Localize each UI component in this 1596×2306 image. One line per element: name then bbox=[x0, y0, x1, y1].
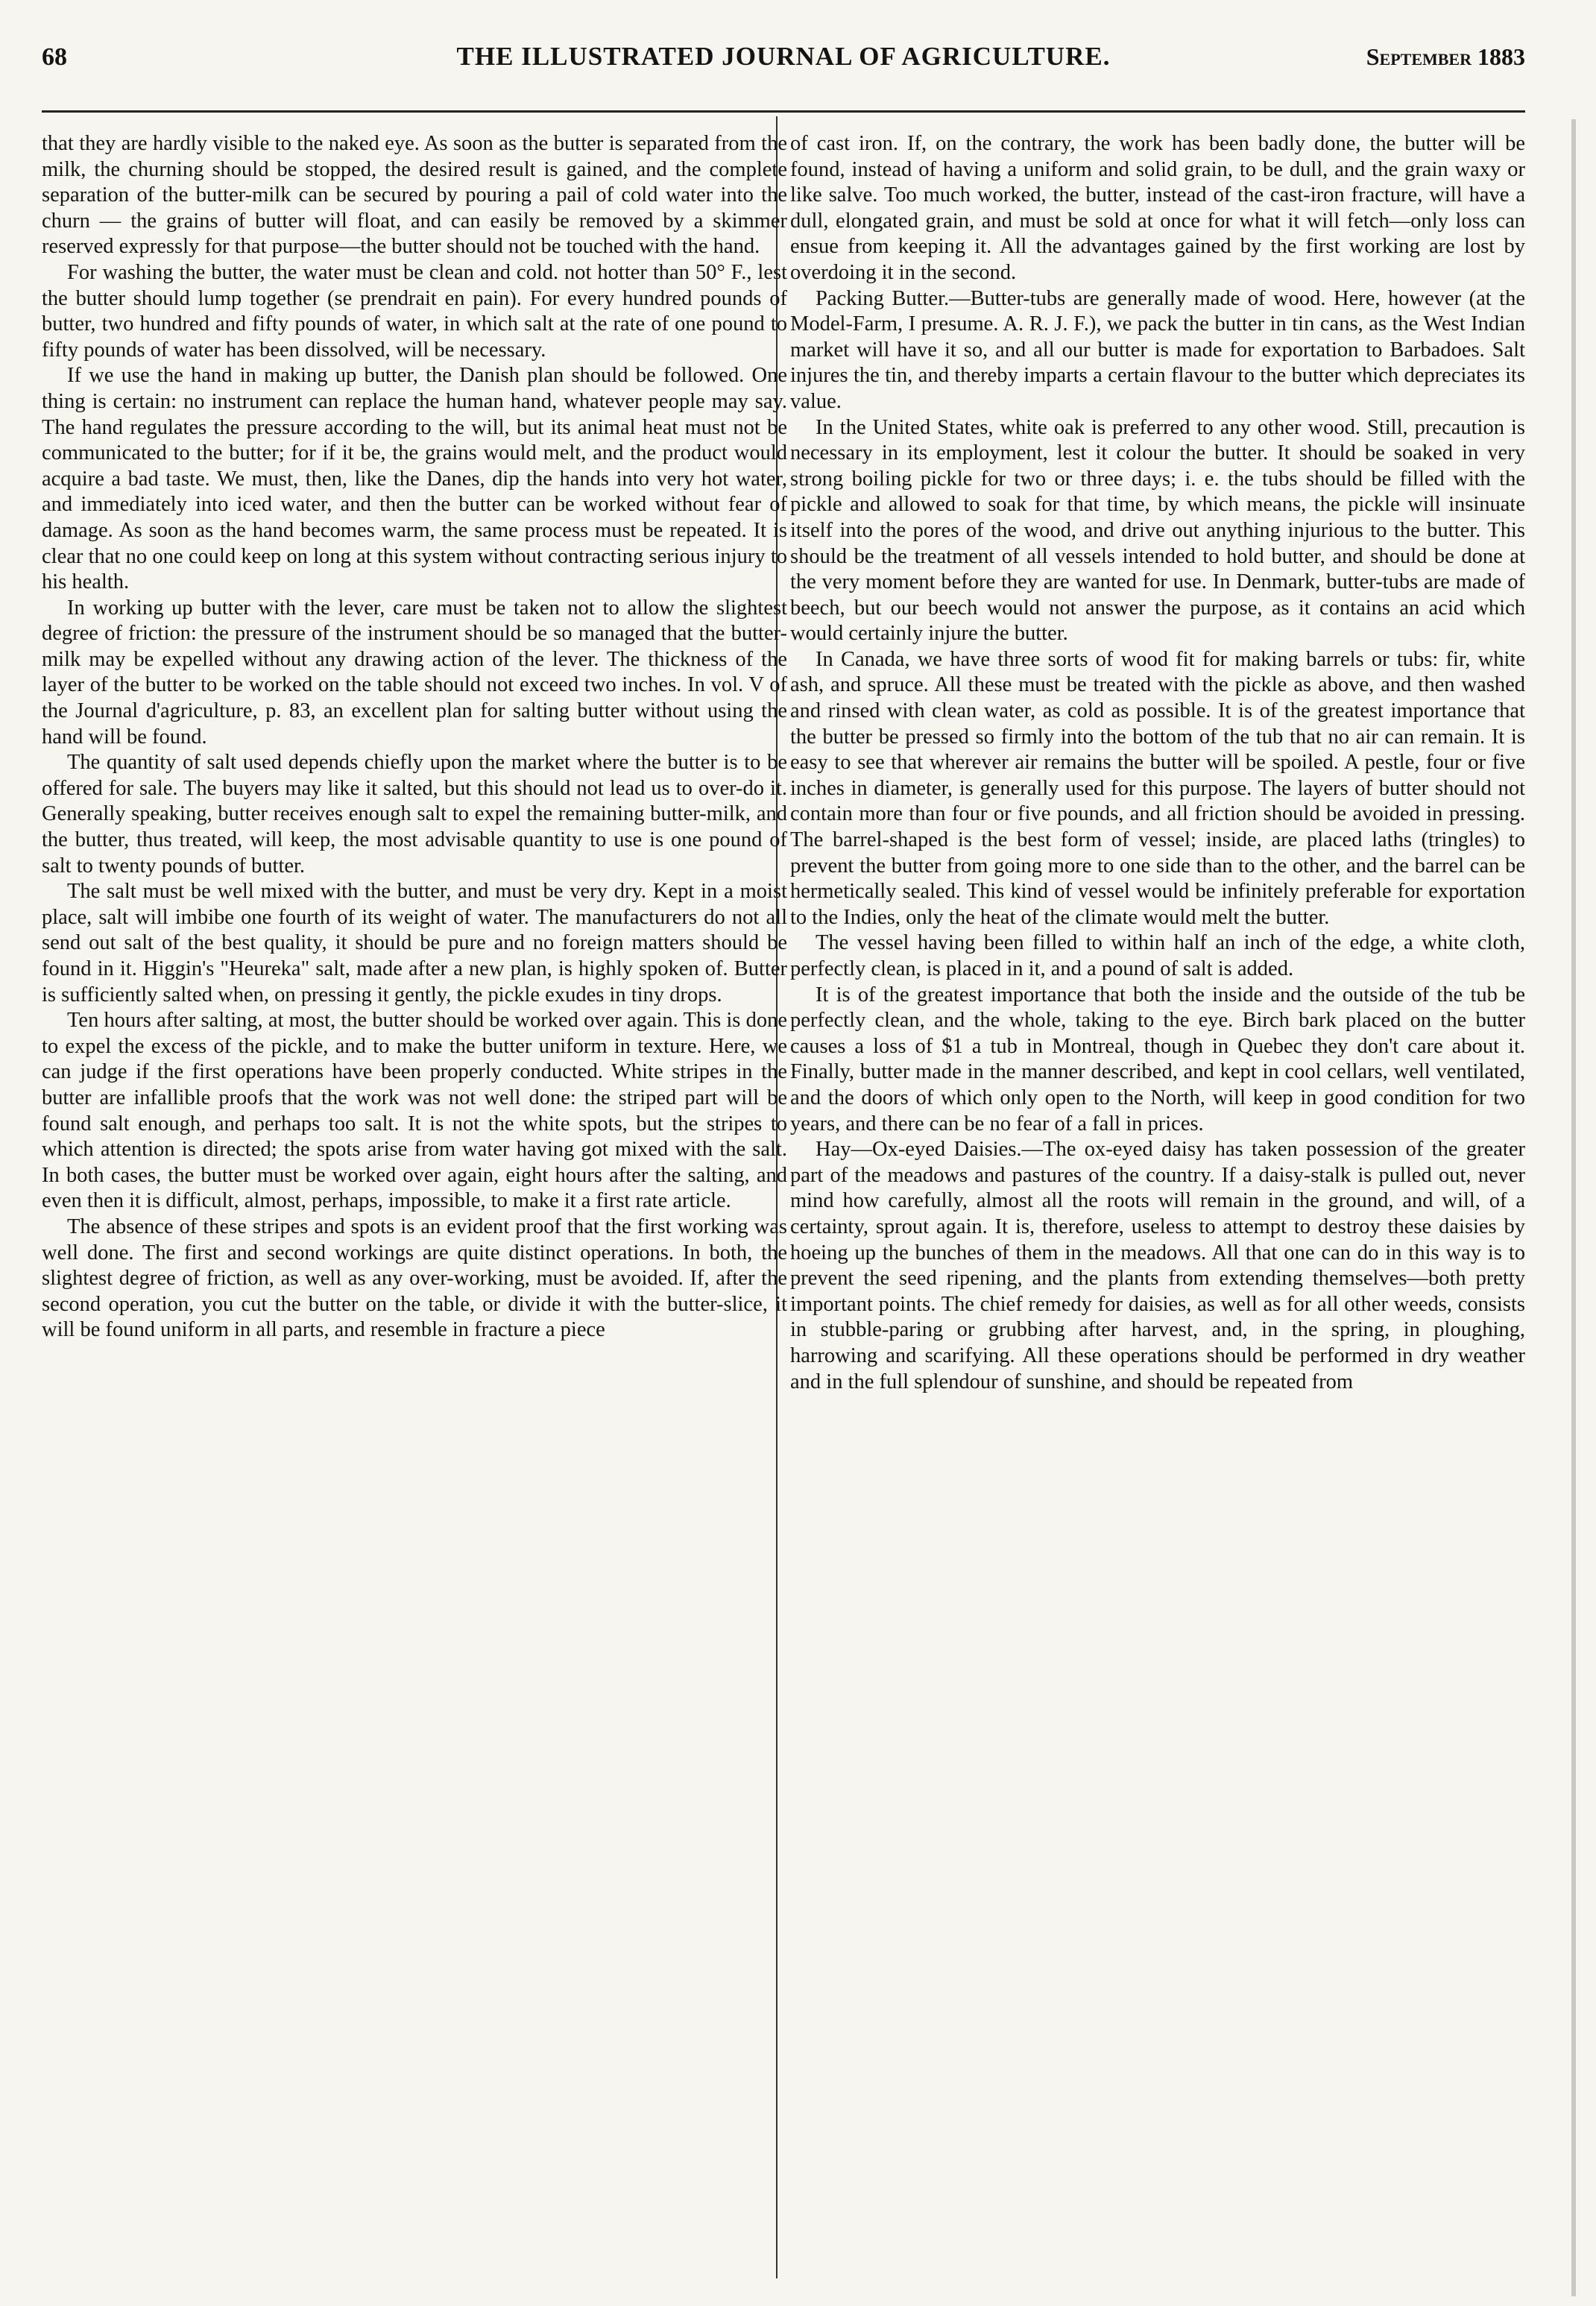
paragraph: Ten hours after salting, at most, the butter should be worked over again. This is done to expel the excess of the pickle, and to make the butter uniform in texture. Here, we can judge if the first operations have been properly conducted. White stripes in the butter are infallible proofs that the work was not well done: the striped part will be found salt enough, and perhaps too salt. It is not the white spots, but the stripes to which attention is directed; the spots arise from water having got mixed with the salt. In both cases, the butter must be worked over again, eight hours after the salting, and even then it is difficult, almost, perhaps, impossible, to make it a first rate article. bbox=[42, 1009, 787, 1213]
section-packing-butter: Packing Butter.—Butter-tubs are generally made of wood. Here, however (at the Model-Farm, I presume. A. R. J. F.), we pack the butter in tin cans, as the West Indian market will have it so, and all our butter is made for exportation to Barbadoes. Salt injures the tin, and thereby imparts a certain flavour to the butter which depreciates its value. bbox=[790, 286, 1525, 413]
paragraph: The quantity of salt used depends chiefly upon the market where the butter is to be offered for sale. The buyers may like it salted, but this should not lead us to over-do it. Generally speaking, butter receives enough salt to expel the remaining butter-milk, and the butter, thus treated, will keep, the most advisable quantity to use is one pound of salt to twenty pounds of butter. bbox=[42, 751, 787, 878]
paragraph: In working up butter with the lever, care must be taken not to allow the slightest degree of friction: the pressure of the instrument should be so managed that the butter-milk may be expelled without any drawing action of the lever. The thickness of the layer of the butter to be worked on the table should not exceed two inches. In vol. V of the Journal d'agriculture, p. 83, an excellent plan for salting butter without using the hand will be found. bbox=[42, 596, 787, 749]
paragraph: It is of the greatest importance that both the inside and the outside of the tub be perfectly clean, and the whole, taking to the eye. Birch bark placed on the butter causes a loss of $1 a tub in Montreal, though in Quebec they don't care about it. Finally, butter made in the manner described, and kept in cool cellars, well ventilated, and the doors of which only open to the North, will keep in good condition for two years, and there can be no fear of a fall in prices. bbox=[790, 983, 1525, 1135]
journal-title: THE ILLUSTRATED JOURNAL OF AGRICULTURE. bbox=[456, 42, 1111, 71]
right-column bbox=[790, 131, 1525, 2290]
page-header bbox=[42, 39, 1525, 84]
paragraph: that they are hardly visible to the naked eye. As soon as the butter is separated from the milk, the churning should be stopped, the desired result is gained, and the complete separation of the butter-milk can be secured by pouring a pail of cold water into the churn — the grains of butter will float, and can easily be removed by a skimmer reserved expressly for that purpose—the butter should not be touched with the hand. bbox=[42, 132, 787, 259]
paragraph: If we use the hand in making up butter, the Danish plan should be followed. One thing is certain: no instrument can replace the human hand, whatever people may say. The hand regulates the pressure according to the will, but its animal heat must not be communicated to the butter; for if it be, the grains would melt, and the product would acquire a bad taste. We must, then, like the Danes, dip the hands into very hot water, and immediately into iced water, and then the butter can be worked without fear of damage. As soon as the hand becomes warm, the same process must be repeated. It is clear that no one could keep on long at this system without contracting serious injury to his health. bbox=[42, 364, 787, 594]
left-column bbox=[42, 131, 787, 2290]
paragraph: of cast iron. If, on the contrary, the work has been badly done, the butter will be found, instead of having a uniform and solid grain, to be dull, and the grain waxy or like salve. Too much worked, the butter, instead of the cast-iron fracture, will have a dull, elongated grain, and must be sold at once for what it will fetch—only loss can ensue from keeping it. All the advantages gained by the first working are lost by overdoing it in the second. bbox=[790, 132, 1525, 284]
paragraph: For washing the butter, the water must be clean and cold. not hotter than 50° F., lest the butter should lump together (se prendrait en pain). For every hundred pounds of butter, two hundred and fifty pounds of water, in which salt at the rate of one pound to fifty pounds of water has been dissolved, will be necessary. bbox=[42, 260, 787, 362]
paragraph: The salt must be well mixed with the butter, and must be very dry. Kept in a moist place, salt will imbibe one fourth of its weight of water. The manufacturers do not all send out salt of the best quality, it should be pure and no foreign matters should be found in it. Higgin's "Heureka" salt, made after a new plan, is highly spoken of. Butter is sufficiently salted when, on pressing it gently, the pickle exudes in tiny drops. bbox=[42, 880, 787, 1006]
paragraph: In the United States, white oak is preferred to any other wood. Still, precaution is necessary in its employment, lest it colour the butter. It should be soaked in very strong boiling pickle for two or three days; i. e. the tubs should be filled with the pickle and allowed to soak for that time, by which means, the pickle will insinuate itself into the pores of the wood, and drive out anything injurious to the butter. This should be the treatment of all vessels intended to hold butter, and should be done at the very moment before they are wanted for use. In Denmark, butter-tubs are made of beech, but our beech would not answer the purpose, as it contains an acid which would certainly injure the butter. bbox=[790, 415, 1525, 646]
issue-date: September 1883 bbox=[1366, 43, 1525, 70]
paragraph: The absence of these stripes and spots is an evident proof that the first working was well done. The first and second workings are quite distinct operations. In both, the slightest degree of friction, as well as any over-working, must be avoided. If, after the second operation, you cut the butter on the table, or divide it with the butter-slice, it will be found uniform in all parts, and resemble in fracture a piece bbox=[42, 1215, 787, 1342]
page-number: 68 bbox=[42, 43, 67, 71]
header-rule bbox=[42, 110, 1525, 113]
paragraph: In Canada, we have three sorts of wood fit for making barrels or tubs: fir, white ash, and spruce. All these must be treated with the pickle as above, and then washed and rinsed with clean water, as cold as possible. It is of the greatest importance that the butter be pressed so firmly into the bottom of the tub that no air can remain. It is easy to see that wherever air remains the butter will be spoiled. A pestle, four or five inches in diameter, is generally used for this purpose. The layers of butter should not contain more than four or five pounds, and all friction should be avoided in pressing. The barrel-shaped is the best form of vessel; inside, are placed laths (tringles) to prevent the butter from going more to one side than to the other, and the barrel can be hermetically sealed. This kind of vessel would be infinitely preferable for exportation to the Indies, only the heat of the climate would melt the butter. bbox=[790, 647, 1525, 929]
section-ox-eyed-daisies: Hay—Ox-eyed Daisies.—The ox-eyed daisy has taken possession of the greater part of the meadows and pastures of the country. If a daisy-stalk is pulled out, never mind how carefully, almost all the roots will remain in the ground, and will, of a certainty, sprout again. It is, therefore, useless to attempt to destroy these daisies by hoeing up the bunches of them in the meadows. All that one can do in this way is to prevent the seed ripening, and the plants from extending themselves—both pretty important points. The chief remedy for daisies, as well as for all other weeds, consists in stubble-paring or grubbing after harvest, and, in the spring, in ploughing, harrowing and scarifying. All these operations should be performed in dry weather and in the full splendour of sunshine, and should be repeated from bbox=[790, 1138, 1525, 1393]
page-edge-shadow bbox=[1571, 119, 1576, 2296]
paragraph: The vessel having been filled to within half an inch of the edge, a white cloth, perfectly clean, is placed in it, and a pound of salt is added. bbox=[790, 931, 1525, 980]
